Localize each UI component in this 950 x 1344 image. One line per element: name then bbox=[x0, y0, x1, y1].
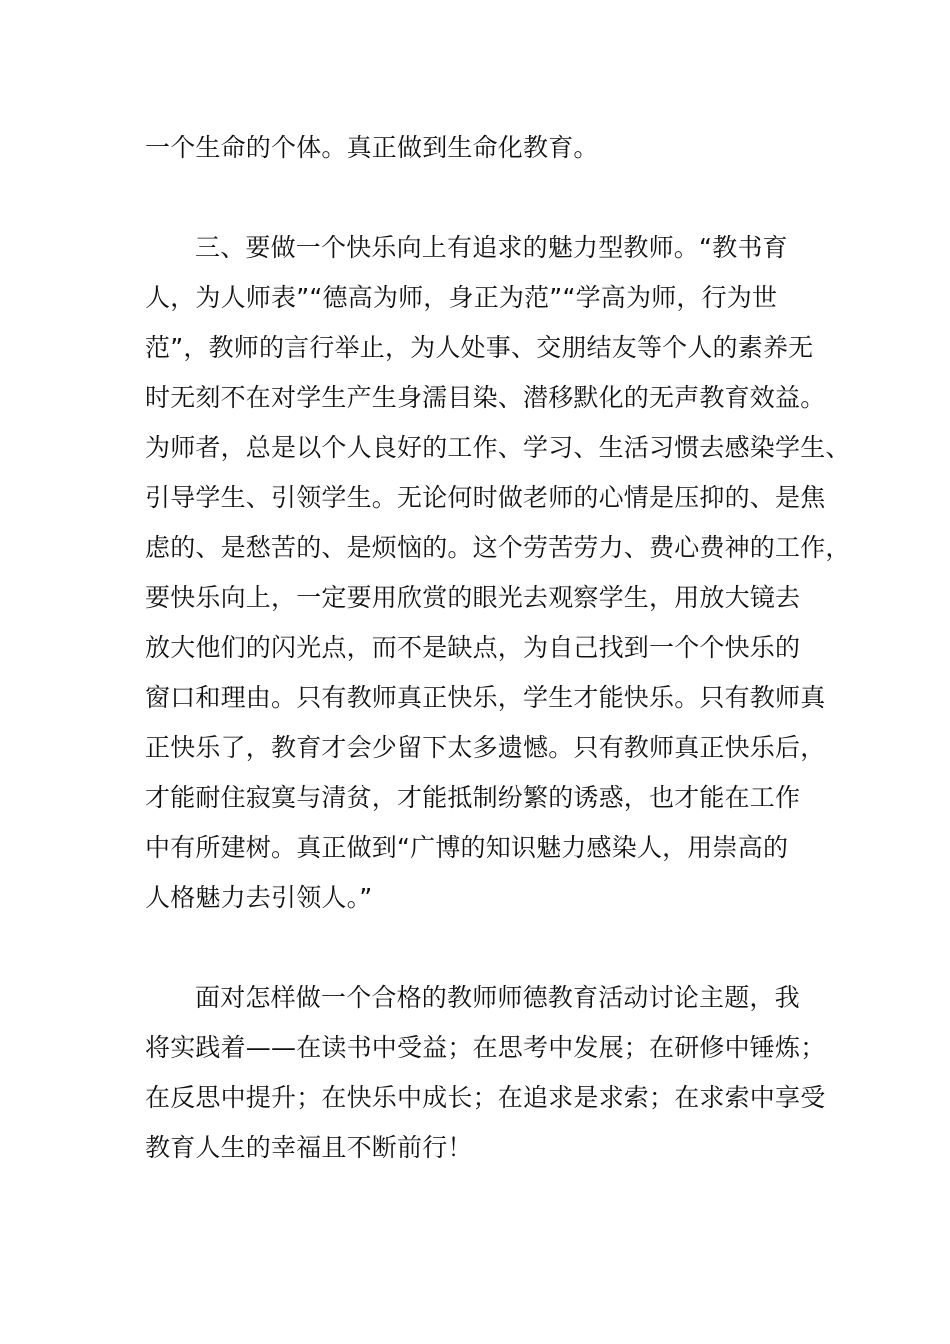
text-line-17: 将实践着——在读书中受益；在思考中发展；在研修中锤炼； bbox=[145, 1033, 826, 1062]
text-line-18: 在反思中提升；在快乐中成长；在追求是求索；在求索中享受 bbox=[145, 1083, 826, 1112]
text-line-9: 要快乐向上，一定要用欣赏的眼光去观察学生，用放大镜去 bbox=[145, 583, 801, 612]
text-line-4: 范”，教师的言行举止，为人处事、交朋结友等个人的素养无 bbox=[145, 333, 814, 362]
text-line-10: 放大他们的闪光点，而不是缺点，为自己找到一个个快乐的 bbox=[145, 633, 801, 662]
text-line-7: 引导学生、引领学生。无论何时做老师的心情是压抑的、是焦 bbox=[145, 483, 826, 512]
text-line-13: 才能耐住寂寞与清贫，才能抵制纷繁的诱惑，也才能在工作 bbox=[145, 783, 801, 812]
text-line-5: 时无刻不在对学生产生身濡目染、潜移默化的无声教育效益。 bbox=[145, 383, 826, 412]
text-line-1: 一个生命的个体。真正做到生命化教育。 bbox=[145, 133, 599, 162]
text-line-11: 窗口和理由。只有教师真正快乐，学生才能快乐。只有教师真 bbox=[145, 683, 826, 712]
text-line-12: 正快乐了，教育才会少留下太多遗憾。只有教师真正快乐后， bbox=[145, 733, 826, 762]
text-line-6: 为师者，总是以个人良好的工作、学习、生活习惯去感染学生、 bbox=[145, 433, 851, 462]
text-line-19: 教育人生的幸福且不断前行！ bbox=[145, 1133, 473, 1162]
text-line-16: 面对怎样做一个合格的教师师德教育活动讨论主题，我 bbox=[195, 983, 800, 1012]
text-line-14: 中有所建树。真正做到“广博的知识魅力感染人，用崇高的 bbox=[145, 833, 789, 862]
text-line-2: 三、要做一个快乐向上有追求的魅力型教师。“教书育 bbox=[195, 233, 788, 262]
text-line-8: 虑的、是愁苦的、是烦恼的。这个劳苦劳力、费心费神的工作， bbox=[145, 533, 851, 562]
text-line-3: 人，为人师表”“德高为师，身正为范”“学高为师，行为世 bbox=[145, 283, 778, 312]
text-line-15: 人格魅力去引领人。” bbox=[145, 883, 373, 912]
